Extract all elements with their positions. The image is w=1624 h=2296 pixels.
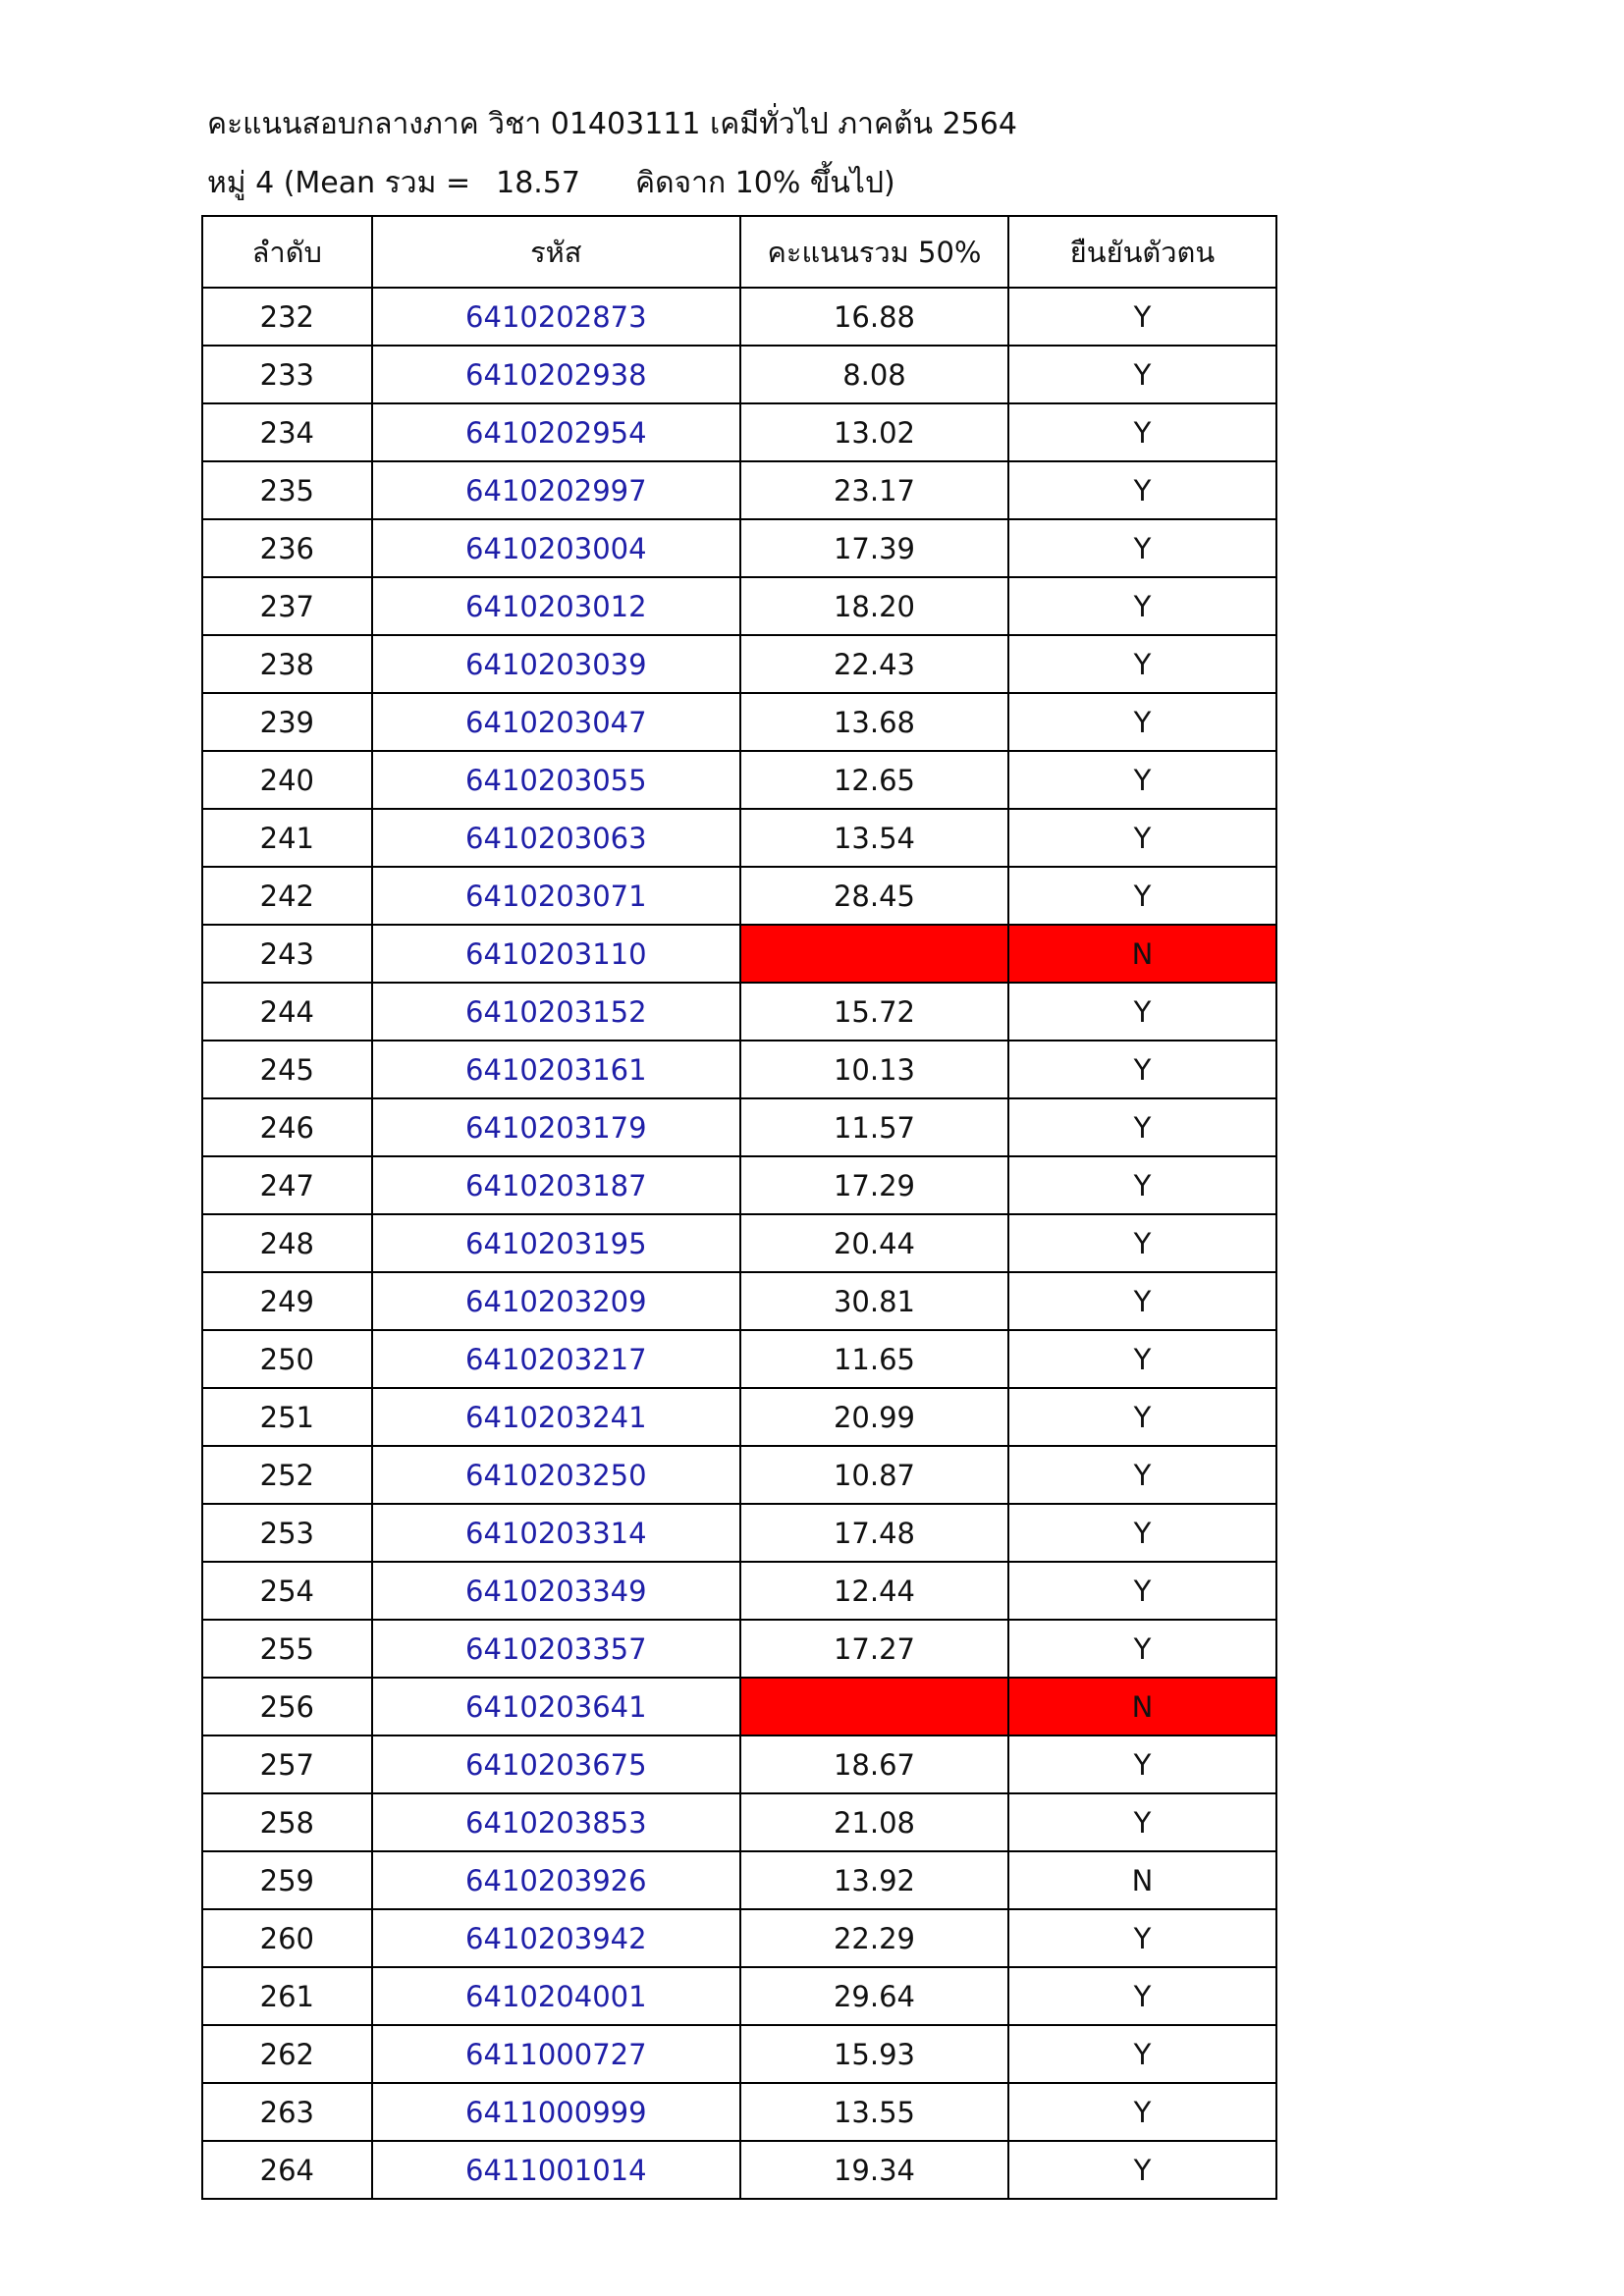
verified-cell: Y (1008, 2083, 1276, 2141)
student-id-cell: 6410203110 (372, 925, 740, 983)
verified-cell: Y (1008, 461, 1276, 519)
verified-cell: Y (1008, 1330, 1276, 1388)
order-cell: 242 (202, 867, 372, 925)
column-header-order: ลำดับ (202, 216, 372, 288)
student-id-cell: 6410203241 (372, 1388, 740, 1446)
student-id-cell: 6410203641 (372, 1678, 740, 1735)
verified-cell: Y (1008, 577, 1276, 635)
order-cell: 261 (202, 1967, 372, 2025)
student-id-cell: 6410203195 (372, 1214, 740, 1272)
table-row (202, 577, 1276, 635)
student-id-cell: 6410202873 (372, 288, 740, 346)
score-cell: 15.93 (740, 2025, 1008, 2083)
verified-cell: Y (1008, 635, 1276, 693)
table-row (202, 2025, 1276, 2083)
table-row (202, 1330, 1276, 1388)
order-cell: 238 (202, 635, 372, 693)
verified-cell: Y (1008, 2025, 1276, 2083)
score-cell: 18.67 (740, 1735, 1008, 1793)
student-id-cell: 6410203012 (372, 577, 740, 635)
verified-cell: Y (1008, 1214, 1276, 1272)
order-cell: 232 (202, 288, 372, 346)
table-row (202, 461, 1276, 519)
score-cell: 17.27 (740, 1620, 1008, 1678)
table-row (202, 1446, 1276, 1504)
order-cell: 255 (202, 1620, 372, 1678)
score-cell: 16.88 (740, 288, 1008, 346)
verified-cell: Y (1008, 346, 1276, 403)
student-id-cell: 6410203047 (372, 693, 740, 751)
student-id-cell: 6410203179 (372, 1098, 740, 1156)
score-cell: 10.13 (740, 1041, 1008, 1098)
score-cell: 19.34 (740, 2141, 1008, 2199)
verified-cell: Y (1008, 1620, 1276, 1678)
table-row (202, 1793, 1276, 1851)
order-cell: 234 (202, 403, 372, 461)
score-cell: 20.44 (740, 1214, 1008, 1272)
order-cell: 250 (202, 1330, 372, 1388)
verified-cell: N (1008, 1851, 1276, 1909)
table-row (202, 635, 1276, 693)
verified-cell: Y (1008, 1793, 1276, 1851)
table-row (202, 751, 1276, 809)
table-row (202, 809, 1276, 867)
student-id-cell: 6410203357 (372, 1620, 740, 1678)
order-cell: 240 (202, 751, 372, 809)
score-cell: 17.39 (740, 519, 1008, 577)
order-cell: 243 (202, 925, 372, 983)
order-cell: 260 (202, 1909, 372, 1967)
student-id-cell: 6410203853 (372, 1793, 740, 1851)
verified-cell: Y (1008, 1735, 1276, 1793)
column-header-total-score: คะแนนรวม 50% (740, 216, 1008, 288)
score-table (201, 215, 1277, 2200)
student-id-cell: 6411000727 (372, 2025, 740, 2083)
verified-cell: Y (1008, 403, 1276, 461)
score-cell: 20.99 (740, 1388, 1008, 1446)
student-id-cell: 6410203942 (372, 1909, 740, 1967)
student-id-cell: 6411001014 (372, 2141, 740, 2199)
student-id-cell: 6410203187 (372, 1156, 740, 1214)
student-id-cell: 6410203063 (372, 809, 740, 867)
header-row (202, 216, 1276, 288)
verified-cell: Y (1008, 1156, 1276, 1214)
score-cell: 13.92 (740, 1851, 1008, 1909)
verified-cell: Y (1008, 2141, 1276, 2199)
score-cell: 21.08 (740, 1793, 1008, 1851)
score-cell: 17.48 (740, 1504, 1008, 1562)
table-row (202, 925, 1276, 983)
order-cell: 259 (202, 1851, 372, 1909)
table-row (202, 288, 1276, 346)
student-id-cell: 6410202938 (372, 346, 740, 403)
order-cell: 248 (202, 1214, 372, 1272)
table-row (202, 2141, 1276, 2199)
verified-cell: Y (1008, 809, 1276, 867)
verified-cell: Y (1008, 693, 1276, 751)
score-cell: 12.65 (740, 751, 1008, 809)
order-cell: 253 (202, 1504, 372, 1562)
score-cell (740, 1678, 1008, 1735)
verified-cell: Y (1008, 1504, 1276, 1562)
verified-cell: Y (1008, 983, 1276, 1041)
score-cell: 22.29 (740, 1909, 1008, 1967)
table-row (202, 403, 1276, 461)
verified-cell: Y (1008, 751, 1276, 809)
column-header-verified: ยืนยันตัวตน (1008, 216, 1276, 288)
table-row (202, 1620, 1276, 1678)
score-cell: 17.29 (740, 1156, 1008, 1214)
score-cell: 13.54 (740, 809, 1008, 867)
verified-cell: Y (1008, 1562, 1276, 1620)
verified-cell: Y (1008, 867, 1276, 925)
group-mean-line (207, 160, 895, 206)
table-row (202, 867, 1276, 925)
mean-note: คิดจาก 10% ขึ้นไป) (635, 166, 895, 200)
student-id-cell: 6410204001 (372, 1967, 740, 2025)
table-row (202, 1967, 1276, 2025)
order-cell: 246 (202, 1098, 372, 1156)
order-cell: 257 (202, 1735, 372, 1793)
score-cell: 12.44 (740, 1562, 1008, 1620)
score-cell: 13.02 (740, 403, 1008, 461)
table-row (202, 1851, 1276, 1909)
student-id-cell: 6410203071 (372, 867, 740, 925)
score-cell: 13.68 (740, 693, 1008, 751)
table-row (202, 1735, 1276, 1793)
order-cell: 244 (202, 983, 372, 1041)
student-id-cell: 6410203152 (372, 983, 740, 1041)
column-header-student-id: รหัส (372, 216, 740, 288)
table-row (202, 1214, 1276, 1272)
verified-cell: Y (1008, 1446, 1276, 1504)
table-row (202, 1562, 1276, 1620)
table-row (202, 1272, 1276, 1330)
score-cell: 29.64 (740, 1967, 1008, 2025)
order-cell: 233 (202, 346, 372, 403)
verified-cell: Y (1008, 1041, 1276, 1098)
order-cell: 239 (202, 693, 372, 751)
order-cell: 256 (202, 1678, 372, 1735)
score-cell: 10.87 (740, 1446, 1008, 1504)
score-cell (740, 925, 1008, 983)
order-cell: 263 (202, 2083, 372, 2141)
verified-cell: Y (1008, 288, 1276, 346)
table-row (202, 983, 1276, 1041)
score-cell: 8.08 (740, 346, 1008, 403)
verified-cell: N (1008, 925, 1276, 983)
table-row (202, 1909, 1276, 1967)
verified-cell: N (1008, 1678, 1276, 1735)
verified-cell: Y (1008, 519, 1276, 577)
order-cell: 247 (202, 1156, 372, 1214)
order-cell: 262 (202, 2025, 372, 2083)
order-cell: 236 (202, 519, 372, 577)
score-cell: 28.45 (740, 867, 1008, 925)
student-id-cell: 6410203314 (372, 1504, 740, 1562)
student-id-cell: 6410203055 (372, 751, 740, 809)
student-id-cell: 6410203039 (372, 635, 740, 693)
table-row (202, 1098, 1276, 1156)
score-cell: 30.81 (740, 1272, 1008, 1330)
student-id-cell: 6410203004 (372, 519, 740, 577)
student-id-cell: 6410203926 (372, 1851, 740, 1909)
order-cell: 264 (202, 2141, 372, 2199)
group-label: หมู่ 4 (Mean รวม = (207, 166, 471, 200)
table-row (202, 693, 1276, 751)
student-id-cell: 6410202954 (372, 403, 740, 461)
page-title: คะแนนสอบกลางภาค วิชา 01403111 เคมีทั่วไป ภาคต้น 2564 (207, 107, 1017, 141)
order-cell: 235 (202, 461, 372, 519)
student-id-cell: 6410203209 (372, 1272, 740, 1330)
order-cell: 251 (202, 1388, 372, 1446)
score-cell: 13.55 (740, 2083, 1008, 2141)
verified-cell: Y (1008, 1388, 1276, 1446)
student-id-cell: 6410203675 (372, 1735, 740, 1793)
order-cell: 249 (202, 1272, 372, 1330)
verified-cell: Y (1008, 1909, 1276, 1967)
score-cell: 23.17 (740, 461, 1008, 519)
mean-value: 18.57 (496, 166, 580, 200)
table-row (202, 346, 1276, 403)
score-cell: 18.20 (740, 577, 1008, 635)
student-id-cell: 6410203161 (372, 1041, 740, 1098)
student-id-cell: 6410203217 (372, 1330, 740, 1388)
verified-cell: Y (1008, 1272, 1276, 1330)
table-row (202, 2083, 1276, 2141)
order-cell: 241 (202, 809, 372, 867)
table-row (202, 1156, 1276, 1214)
order-cell: 254 (202, 1562, 372, 1620)
student-id-cell: 6411000999 (372, 2083, 740, 2141)
order-cell: 252 (202, 1446, 372, 1504)
table-row (202, 1504, 1276, 1562)
table-row (202, 1678, 1276, 1735)
order-cell: 245 (202, 1041, 372, 1098)
score-cell: 11.57 (740, 1098, 1008, 1156)
verified-cell: Y (1008, 1967, 1276, 2025)
table-row (202, 1041, 1276, 1098)
table-row (202, 519, 1276, 577)
score-cell: 22.43 (740, 635, 1008, 693)
order-cell: 237 (202, 577, 372, 635)
table-row (202, 1388, 1276, 1446)
score-cell: 11.65 (740, 1330, 1008, 1388)
student-id-cell: 6410203250 (372, 1446, 740, 1504)
verified-cell: Y (1008, 1098, 1276, 1156)
student-id-cell: 6410203349 (372, 1562, 740, 1620)
order-cell: 258 (202, 1793, 372, 1851)
student-id-cell: 6410202997 (372, 461, 740, 519)
score-cell: 15.72 (740, 983, 1008, 1041)
